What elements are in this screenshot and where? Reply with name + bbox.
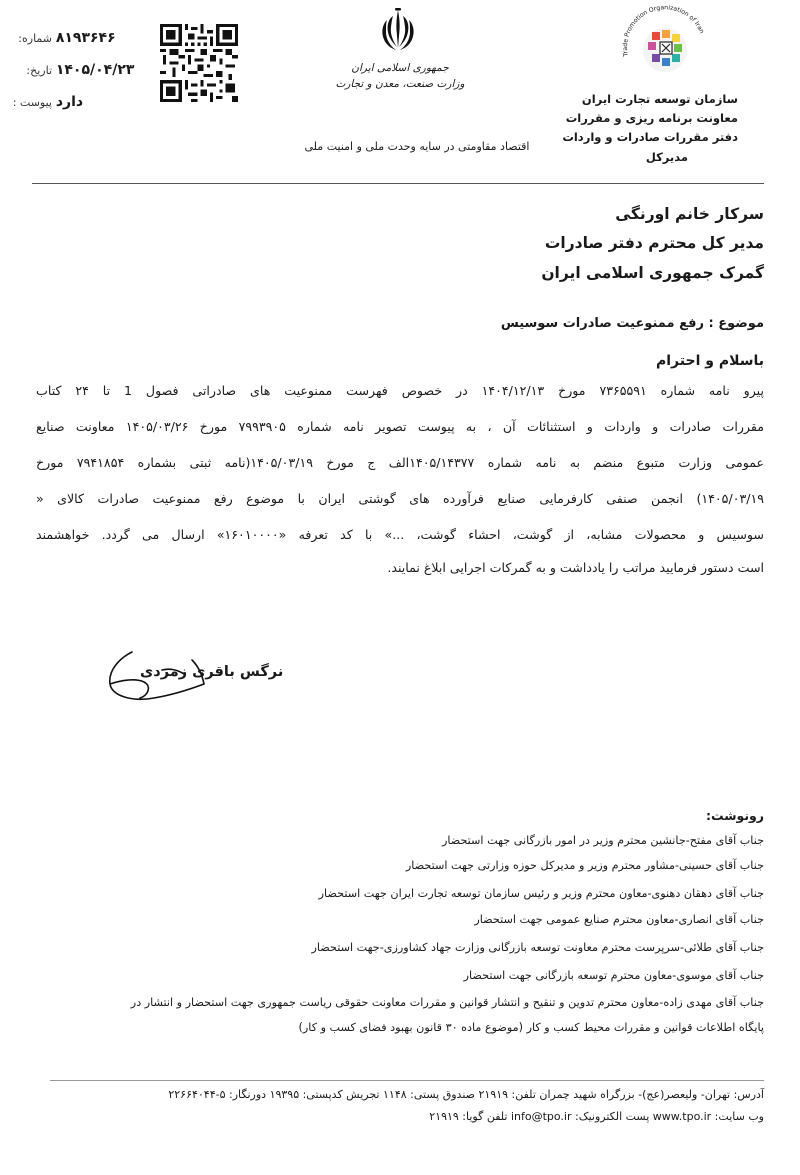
org-deputy: معاونت برنامه ریزی و مقررات: [565, 111, 738, 125]
letter-number-label: شماره:: [18, 32, 52, 45]
cc-line: پایگاه اطلاعات قوانین و مقررات محیط کسب و کار (موضوع ماده ۳۰ قانون بهبود فضای کسب و کار): [298, 1021, 764, 1034]
body-line: سوسیس و محصولات مشابه، از گوشت، احشاء گوشت، ...» با کد تعرفه «۱۶۰۱۰۰۰۰» ارسال می گردد. خواهشمند: [36, 527, 764, 542]
body-line: عمومی وزارت متبوع منضم به نامه شماره ۱۴۰۵/۱۴۳۷۷الف ج مورخ ۱۴۰۵/۰۳/۱۹(نامه ثبتی بشماره ۷۹۴۱۸۵۴ مورخ: [36, 455, 764, 470]
letter-number-value: ۸۱۹۳۶۴۶: [55, 30, 116, 46]
letter-greeting: باسلام و احترام: [656, 353, 764, 369]
qr-code-icon: [160, 24, 238, 102]
letter-date-value: ۱۴۰۵/۰۴/۲۳: [55, 62, 135, 78]
org-name: سازمان توسعه تجارت ایران: [581, 92, 738, 106]
footer-address: آدرس: تهران- ولیعصر(عج)- بزرگراه شهید چمران تلفن: ۲۱۹۱۹ صندوق پستی: ۱۱۴۸ تجریش کدپستی: ۱۹۳۹۵ دورنگار: ۵-۲۲۶۶۴۰۴۴: [168, 1088, 764, 1101]
tpo-logo-icon: [610, 2, 720, 90]
footer-contact: وب سایت: www.tpo.ir پست الکترونیک: info@tpo.ir تلفن گویا: ۲۱۹۱۹: [429, 1110, 764, 1123]
tpo-logo-arc-text: Trade Promotion Organization of Iran: [621, 4, 706, 58]
cc-line: جناب آقای موسوی-معاون محترم توسعه بازرگانی جهت استحضار: [463, 969, 764, 982]
letter-date-row: [12, 62, 136, 78]
cc-line: جناب آقای مهدی زاده-معاون محترم تدوین و تنقیح و انتشار قوانین و مقررات معاونت حقوقی ریاست جمهوری جهت استحضار و انتشار در: [130, 996, 764, 1009]
org-director-general: مدیرکل: [645, 150, 688, 164]
cc-line: جناب آقای انصاری-معاون محترم صنایع عمومی جهت استحضار: [474, 913, 764, 926]
letter-number-row: [12, 30, 136, 46]
header-divider: [32, 183, 764, 184]
body-line: ۱۴۰۵/۰۳/۱۹) انجمن صنفی کارفرمایی صنایع فرآورده های گوشتی ایران با موضوع رفع ممنوعیت صادرات کالای «: [36, 491, 764, 506]
letter-attachment-value: دارد: [55, 94, 84, 110]
signer-name: نرگس باقری زمردی: [140, 664, 284, 680]
iran-emblem-icon: [378, 8, 418, 54]
org-office: دفتر مقررات صادرات و واردات: [562, 130, 738, 144]
letter-attachment-label: پیوست :: [12, 96, 52, 109]
cc-line: جناب آقای طلائی-سرپرست محترم معاونت توسعه بازرگانی وزارت جهاد کشاورزی-جهت استحضار: [311, 941, 764, 954]
slogan: اقتصاد مقاومتی در سایه وحدت ملی و امنیت ملی: [304, 140, 530, 153]
body-line: پیرو نامه شماره ۷۳۶۵۵۹۱ مورخ ۱۴۰۴/۱۲/۱۳ در خصوص فهرست ممنوعیت های صادراتی فصول 1 تا ۲۴ کتاب: [36, 383, 764, 398]
letter-attachment-row: [12, 94, 136, 110]
addressee-organization: گمرک جمهوری اسلامی ایران: [541, 264, 764, 282]
cc-title: رونوشت:: [705, 808, 764, 823]
republic-title: جمهوری اسلامی ایران: [351, 62, 449, 74]
addressee-title: مدیر کل محترم دفتر صادرات: [544, 234, 764, 252]
addressee-name: سرکار خانم اورنگی: [615, 205, 764, 223]
body-line: است دستور فرمایید مراتب را یادداشت و به گمرکات اجرایی ابلاغ نمایند.: [387, 560, 764, 575]
letter-subject: موضوع : رفع ممنوعیت صادرات سوسیس: [500, 316, 764, 331]
cc-line: جناب آقای مفتح-جانشین محترم وزیر در امور بازرگانی جهت استحضار: [441, 834, 764, 847]
ministry-title: وزارت صنعت، معدن و تجارت: [335, 78, 465, 90]
body-line: مقررات صادرات و واردات و استثنائات آن ، به پیوست تصویر نامه شماره ۷۹۹۳۹۰۵ مورخ ۱۴۰۵/۰۳/۲۶ معاونت صنایع: [36, 419, 764, 434]
footer-divider: [50, 1080, 764, 1081]
letter-date-label: تاریخ:: [26, 64, 52, 77]
cc-line: جناب آقای حسینی-مشاور محترم وزیر و مدیرکل حوزه وزارتی جهت استحضار: [405, 859, 764, 872]
cc-line: جناب آقای دهقان دهنوی-معاون محترم وزیر و رئیس سازمان توسعه تجارت ایران جهت استحضار: [318, 887, 764, 900]
